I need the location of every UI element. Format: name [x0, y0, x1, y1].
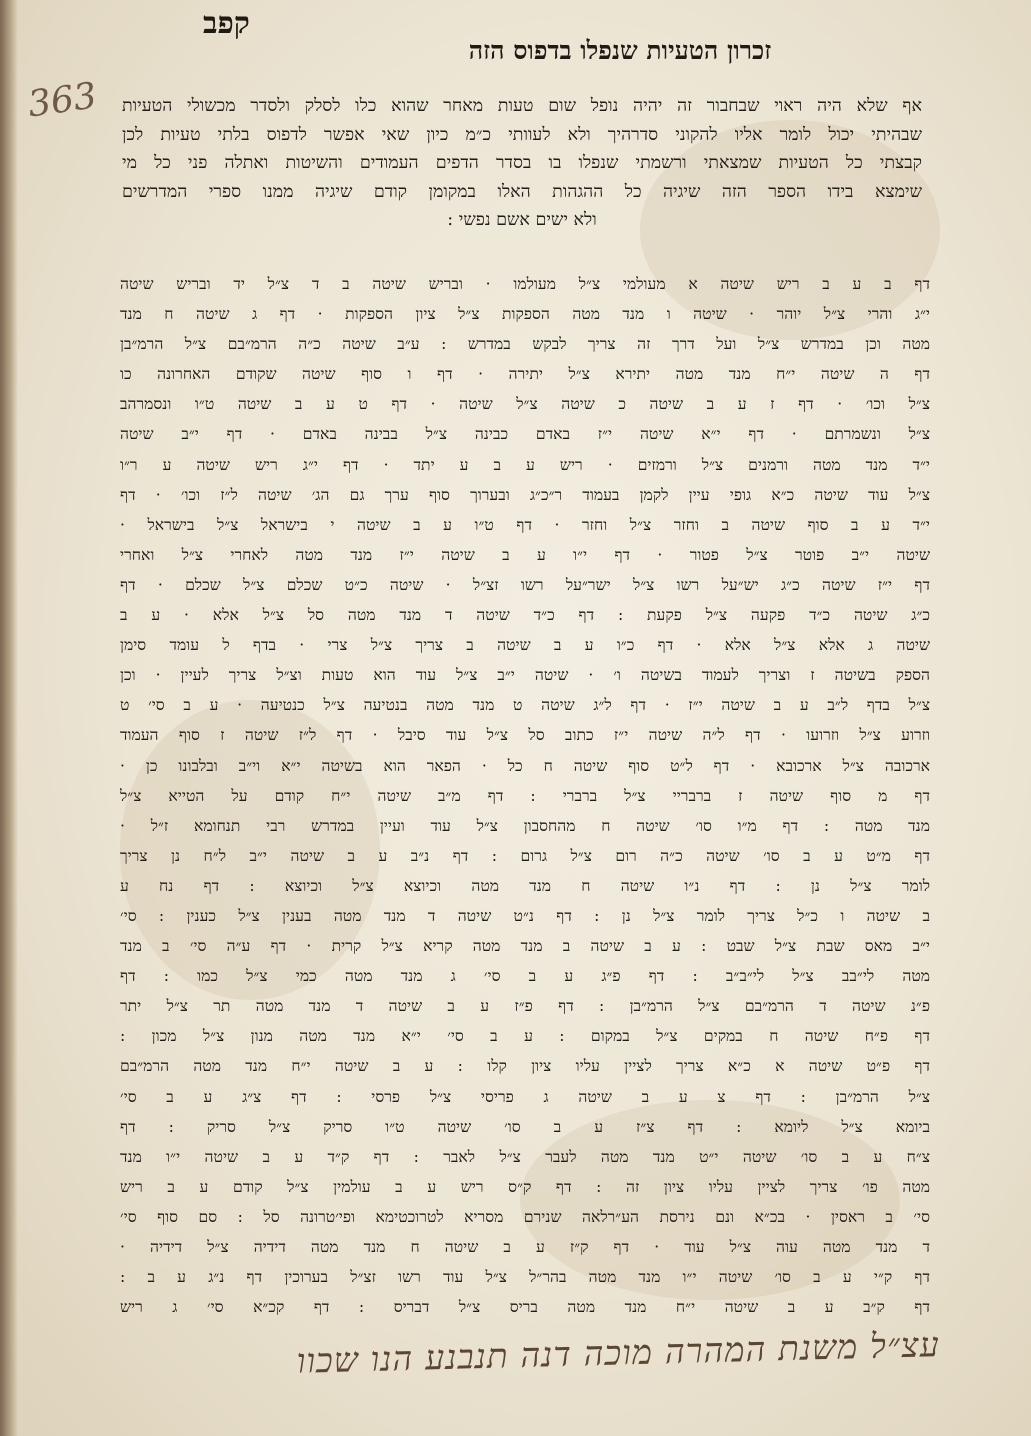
errata-line: ב שיטה ו כ״ל צריך לומר צ״ל נן : דף נ״ט שיטה ד מנד מטה בענין צ״ל כענין : סי׳: [120, 906, 930, 925]
errata-line: צ״ח ע ב סו׳ שיטה י״ט מנד מטה לעבר צ״ל לאבר : דף ק״ד ע ב שיטה י״ו מנד: [120, 1147, 930, 1166]
errata-line: ד מנד מטה עוה צ״ל עוד · דף ק״ז ע ב שיטה ח מנד מטה דידיה צ״ל דידיה ·: [120, 1238, 930, 1256]
errata-line: י״ג והרי צ״ל יוהר · שיטה ו מנד מטה הספקות צ״ל ציון הספקות · דף ג שיטה ח מנד: [120, 305, 930, 324]
intro-line: אף שלא היה ראוי שבחבור זה יהיה נופל שום טעות מאחר שהוא כלו לסלק ולסדר מכשולי הטעיות: [122, 96, 922, 116]
errata-line: הספק בשיטה ז וצריך לעמוד בשיטה ו׳ · שיטה י״ב צ״ל עוד הוא טעות וצ״ל צריך לעיין · וכן: [120, 666, 930, 685]
errata-line: ארכובה צ״ל ארכובא · דף ל״ט סוף שיטה ח כל · הפאר הוא בשיטה י״א וי״ב ובלבונו כן ·: [120, 756, 930, 775]
errata-line: שיטה ג אלא צ״ל אלא · דף כ״ו ע ב שיטה ב צריך צ״ל צרי · בדף ל עומד סימן: [120, 636, 930, 655]
errata-line: דף ב ע ב ריש שיטה א מעולמי צ״ל מעולמו · ובריש שיטה ב ד צ״ל יד ובריש שיטה: [120, 275, 930, 293]
errata-line: דף י״ז שיטה כ״ג יש״על רשו צ״ל ישר״על רשו זצ״ל · שיטה כ״ט שכלם צ״ל שכלם · דף: [120, 575, 930, 594]
errata-line: צ״ל עוד שיטה כ״א גופי עיין לקמן בעמוד ר״כ״ג ובערוך סוף ערך גם הג׳ שיטה ל״ז וכו׳ · דף: [120, 485, 930, 504]
intro-line: ולא ישים אשם נפשי :: [447, 210, 597, 230]
errata-line: צ״ל ונשמרתם · דף י״א שיטה י״ז באדם כבינה צ״ל בבינה באדם · דף י״ב שיטה: [120, 425, 930, 444]
errata-line: דף פ״ח שיטה ח במקים צ״ל במקום : ע ב סי׳ י״א מנד מטה מנון צ״ל מכון :: [120, 1027, 930, 1046]
errata-line: דף ק״י ע ב סו׳ שיטה י״ו מנד מטה בהר״ל צ״ל עוד רשו זצ״ל בערוכין דף נ״ג ע ב :: [120, 1268, 930, 1287]
intro-paragraph: [122, 92, 922, 235]
intro-line: קבצתי כל הטעיות שמצאתי ורשמתי שנפלו בו בסדר הדפים העמודים והשיטות ואתלה פני כל מי: [122, 153, 922, 173]
page-edge-shadow: [0, 0, 18, 1436]
page-title: זכרון הטעיות שנפלו בדפוס הזה: [468, 36, 772, 65]
errata-line: מטה פו׳ צריך לציין עליו ציון זה : דף ק״ס ריש ע ב עולמין צ״ל קודם ע ב ריש: [120, 1177, 930, 1196]
handwritten-inscription: עצ״ל משנת המהרה מוכה דנה תנבנע הנו שכוו: [296, 1325, 941, 1382]
errata-line: מטה וכן במדרש צ״ל ועל דרך זה צריך לבקש במדרש : ע״ב שיטה כ״ה הרמ״בם צ״ל הרמ״בן: [120, 335, 930, 354]
errata-line: צ״ל הרמ״בן : דף צ ע ב שיטה ג פריסי צ״ל פרסי : דף צ״ג ע ב סי׳: [120, 1087, 930, 1106]
errata-line: מטה לי״בב צ״ל לי״ב״ב : דף פ״ג ע ב סי׳ ג מנד מטה כמי צ״ל כמו : דף: [120, 967, 930, 986]
errata-line: דף ה שיטה י״ח מנד מטה יתירא צ״ל יתירה · דף ו סוף שיטה שקודם האחרונה כו: [120, 365, 930, 384]
intro-line: שימצא בידו הספר הזה שיגיה כל ההגהות האלו במקומן קודם שיגיה ממנו ספרי המדרשים: [122, 181, 922, 202]
errata-list: [120, 269, 930, 1322]
errata-line: דף מ סוף שיטה ז ברבריי צ״ל ברברי : דף מ״ב שיטה י״ח קודם על הטייא צ״ל: [120, 786, 930, 805]
errata-line: סי׳ ב ראסין · בכ״א ונם נירסת הע״רלאה שנירם מסריא לטרוכטימא ופי׳טרונה סל : סם סוף סי׳: [120, 1207, 930, 1226]
errata-line: י״ב מאס שבת צ״ל שבט : ע ב שיטה ב מנד מטה קריא צ״ל קרית · דף ע״ה סי׳ ב מנד: [120, 937, 930, 956]
folio-number: קפב: [203, 6, 250, 41]
errata-line: לומר צ״ל נן : דף נ״ו שיטה ח מנד מטה וכיוצא צ״ל וכיוצא : דף נח ע: [120, 876, 930, 895]
errata-line: פ״נ שיטה ד הרמ״בם צ״ל הרמ״בן : דף פ״ז ע ב שיטה ד מנד מטה תר צ״ל יתר: [120, 997, 930, 1016]
errata-line: כ״ג שיטה כ״ד פקעה צ״ל פקעת : דף כ״ד שיטה ד מנד מטה סל צ״ל אלא · ע ב: [120, 606, 930, 625]
errata-line: י״ד ע ב סוף שיטה ב וחזר צ״ל וחזר · דף ט״ו ע ב שיטה י בישראל צ״ל בישראל ·: [120, 515, 930, 534]
errata-line: מנד מטה : דף מ״ו סו׳ שיטה ח מהחסבון צ״ל עוד ועיין במדרש רבי תנחומא ז״ל ·: [120, 816, 930, 835]
errata-line: דף פ״ט שיטה א כ״א צריך לציין עליו ציון קלו : ע ב שיטה י״ח מנד מטה הרמ״בם: [120, 1057, 930, 1076]
errata-line: צ״ל וכו׳ · דף ז ע ב שיטה כ שיטה צ״ל שיטה · דף ט ע ב שיטה ט״ו ונסמרהב: [120, 395, 930, 414]
errata-line: צ״ל בדף ל״ב ע ב שיטה י״ז · דף ל״ג שיטה ט מנד מטה בנטיעה צ״ל כנטיעה · ע ב סי׳ ט: [120, 696, 930, 715]
errata-line: דף מ״ט ע ב סו׳ שיטה כ״ה רום צ״ל גרום : דף נ״ב ע ב שיטה י״ב ל״ח נן צריך: [120, 846, 930, 865]
errata-line: ביומא צ״ל ליומא : דף צ״ז ע ב סו׳ שיטה ט״ו סריק צ״ל סריק : דף: [120, 1117, 930, 1136]
shelfmark-handwritten: 363: [25, 75, 100, 126]
intro-line: שבהיתי יכול לומר אליו להקוני סדרהיך ולא לעוותי כ״מ כיון שאי אפשר לדפוס בלתי טעיות לכן: [122, 124, 922, 145]
errata-line: י״ד מנד מטה ורמנים צ״ל ורמזים · ריש ע ב ע יתד · דף י״ג ריש שיטה ע ר״ו: [120, 455, 930, 474]
errata-line: דף ק״ב ע ב שיטה י״ח מנד מטה בריס צ״ל דבריס : דף קכ״א סי׳ ג ריש: [120, 1298, 930, 1317]
errata-line: וזרוע צ״ל וזרועו · דף ל״ה שיטה י״ז כתוב סל צ״ל עוד סיבל · דף ל״ז שיטה ז סוף העמוד: [120, 726, 930, 745]
errata-line: שיטה י״ב פוטר צ״ל פטור · דף י״ו ע ב שיטה י״ז מנד מטה לאחרי צ״ל ואחרי: [120, 545, 930, 564]
